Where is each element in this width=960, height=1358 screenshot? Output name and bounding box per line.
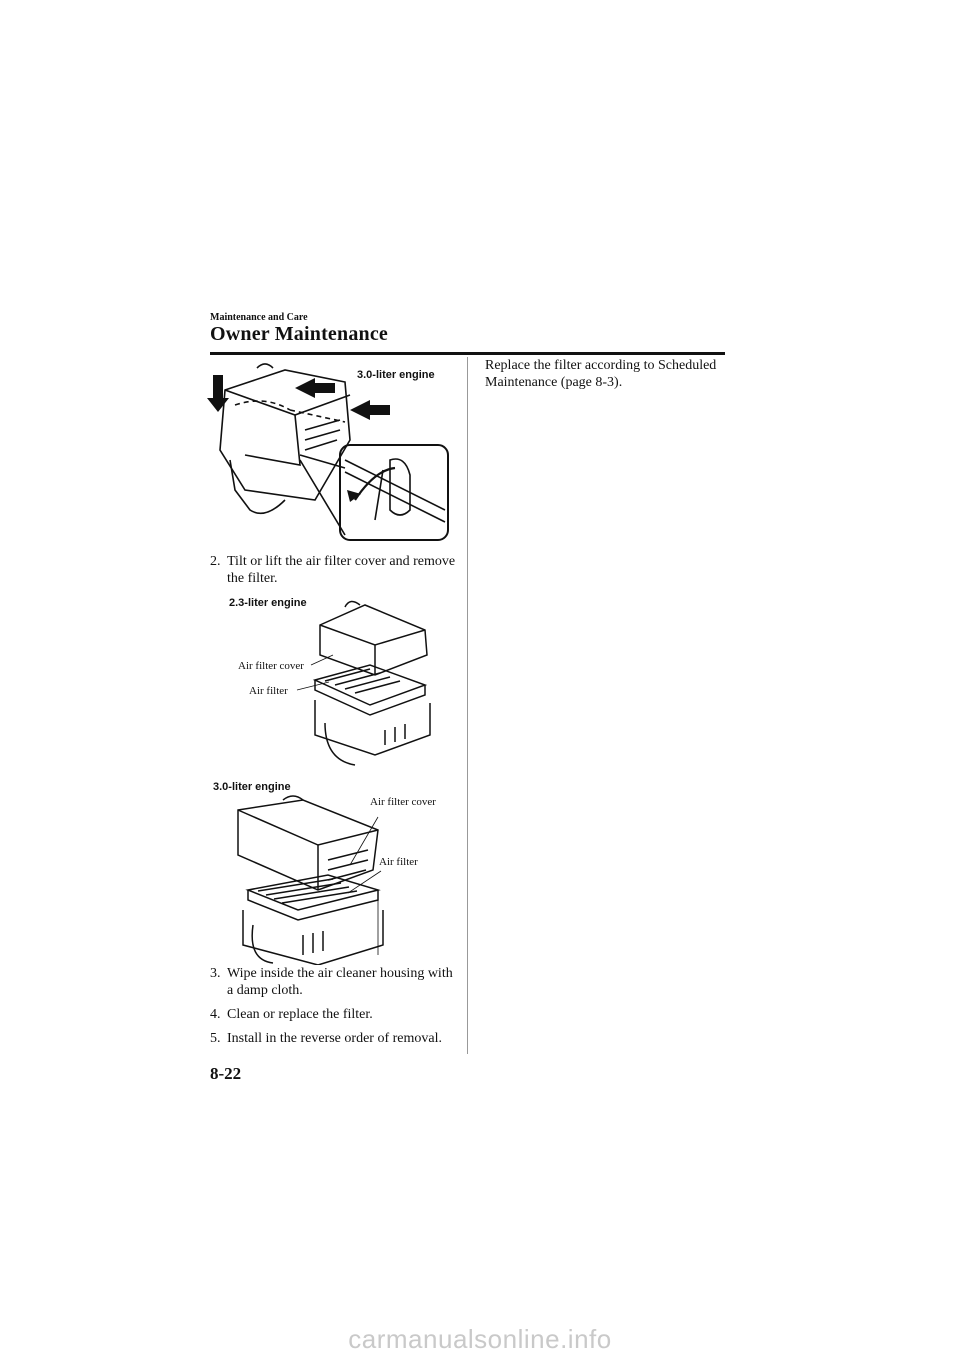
figure-3-0-air-filter	[228, 795, 453, 965]
figure1-label: 3.0-liter engine	[357, 369, 435, 381]
section-heading: Maintenance and Care	[210, 312, 308, 323]
figure2-callout-filter: Air filter	[249, 685, 288, 697]
figure2-label: 2.3-liter engine	[229, 597, 307, 609]
step-text: Wipe inside the air cleaner housing with a damp cloth.	[227, 966, 453, 998]
figure3-label: 3.0-liter engine	[213, 781, 291, 793]
figure3-callout-filter: Air filter	[379, 856, 418, 868]
page-title: Owner Maintenance	[210, 323, 389, 345]
figure2-callout-cover: Air filter cover	[238, 660, 304, 672]
step-2	[210, 553, 460, 587]
step-text: Install in the reverse order of removal.	[227, 1031, 442, 1046]
step-number: 4.	[210, 1007, 221, 1022]
step-5	[210, 1030, 470, 1047]
step-number: 2.	[210, 554, 221, 569]
column-divider	[467, 357, 468, 1054]
watermark: carmanualsonline.info	[348, 1324, 612, 1354]
step-number: 3.	[210, 966, 221, 981]
page-number: 8-22	[210, 1064, 242, 1083]
figure-3-0-clip-release	[205, 360, 455, 545]
step-number: 5.	[210, 1031, 221, 1046]
step-3	[210, 965, 460, 999]
right-column-text: Replace the filter according to Scheduled Maintenance (page 8-3).	[485, 358, 717, 390]
step-4	[210, 1006, 460, 1023]
step-text: Tilt or lift the air filter cover and remove the filter.	[227, 554, 456, 586]
figure2-callout-lines	[295, 650, 345, 700]
figure3-callout-cover: Air filter cover	[370, 796, 436, 808]
step-text: Clean or replace the filter.	[227, 1007, 373, 1022]
header-rule	[210, 352, 725, 355]
